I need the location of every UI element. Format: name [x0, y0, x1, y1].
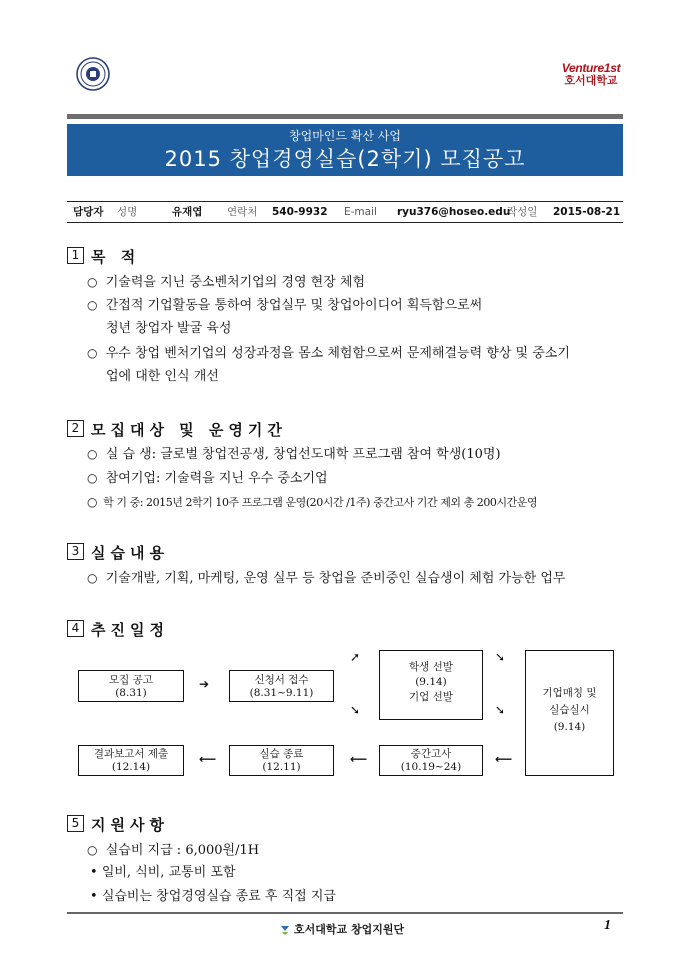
schedule-step-recruit: 모집 공고 (8.31) [78, 670, 184, 702]
footer-rule [67, 912, 623, 914]
schedule-step-end: 실습 종료 (12.11) [229, 745, 334, 776]
list-item: • 일비, 식비, 교통비 포함 [90, 865, 236, 880]
list-item: ○ 실습비 지급 : 6,000원/1H [87, 843, 260, 858]
venture-logo [560, 62, 622, 94]
arrow-down-right-icon: ➘ [350, 703, 361, 717]
section-4-number: 4 [67, 620, 84, 637]
phone-value: 540-9932 [272, 206, 328, 218]
org-logo-icon [279, 922, 291, 934]
list-item-continued: 청년 창업자 발굴 육성 [106, 321, 232, 336]
arrow-right-icon: ➔ [199, 677, 210, 691]
section-1-title: 목 적 [91, 248, 141, 266]
title-banner [67, 124, 623, 176]
list-item: ○ 실 습 생: 글로벌 창업전공생, 창업선도대학 프로그램 참여 학생(10명) [87, 447, 501, 462]
venture-logo-line2: 호서대학교 [564, 75, 618, 87]
banner-top-rule [67, 114, 623, 119]
arrow-left-icon: ⟵ [199, 752, 217, 766]
arrow-left-icon: ⟵ [350, 752, 368, 766]
schedule-step-selection: 학생 선발 (9.14) 기업 선발 [379, 650, 483, 720]
schedule-step-matching: 기업매칭 및 실습실시 (9.14) [525, 650, 614, 776]
section-4-title: 추진일정 [91, 621, 169, 639]
section-3-number: 3 [67, 543, 84, 560]
list-item: ○ 기술개발, 기획, 마케팅, 운영 실무 등 창업을 준비중인 실습생이 체험 가능한 업무 [87, 571, 566, 586]
section-3-title: 실습내용 [91, 544, 169, 562]
schedule-step-application: 신청서 접수 (8.31~9.11) [229, 670, 334, 702]
list-item: ○ 학 기 중: 2015년 2학기 10주 프로그램 운영(20시간 /1주) 중간고사 기간 제외 총 200시간운영 [87, 495, 538, 509]
info-row [67, 201, 623, 223]
arrow-left-icon: ⟵ [495, 752, 513, 766]
email-value: ryu376@hoseo.edu [397, 206, 511, 218]
list-item: ○ 우수 창업 벤처기업의 성장과정을 몸소 체험함으로써 문제해결능력 향상 및 중소기 [87, 346, 570, 361]
schedule-step-report: 결과보고서 제출 (12.14) [78, 745, 184, 776]
name-label: 성명 [117, 206, 138, 218]
section-5-number: 5 [67, 815, 84, 832]
section-2-number: 2 [67, 420, 84, 437]
venture-logo-line1: Venture1st [561, 61, 621, 75]
date-label: 작성일 [507, 206, 538, 218]
arrow-up-right-icon: ➚ [350, 650, 361, 664]
name-value: 유재엽 [172, 206, 203, 218]
section-1-number: 1 [67, 247, 84, 264]
university-seal-icon [76, 57, 110, 91]
manager-label: 담당자 [73, 206, 104, 218]
page-title: 2015 창업경영실습(2학기) 모집공고 [164, 147, 526, 171]
date-value: 2015-08-21 [553, 206, 621, 218]
list-item: ○ 기술력을 지닌 중소벤처기업의 경영 현장 체험 [87, 275, 366, 290]
list-item: ○ 간접적 기업활동을 통하여 창업실무 및 창업아이디어 획득함으로써 [87, 298, 483, 313]
section-2-title: 모집대상 및 운영기간 [91, 421, 287, 439]
banner-subtitle: 창업마인드 확산 사업 [289, 129, 401, 143]
email-label: E-mail [344, 206, 377, 218]
schedule-step-midterm: 중간고사 (10.19~24) [379, 745, 483, 776]
list-item: • 실습비는 창업경영실습 종료 후 직접 지급 [90, 889, 336, 904]
footer-org: 호서대학교 창업지원단 [294, 923, 405, 936]
list-item: ○ 참여기업: 기술력을 지닌 우수 중소기업 [87, 471, 328, 486]
section-5-title: 지원사항 [91, 816, 169, 834]
list-item-continued: 업에 대한 인식 개선 [106, 369, 219, 384]
page-number: 1 [604, 918, 611, 933]
phone-label: 연락처 [227, 206, 258, 218]
arrow-down-right-icon: ➘ [495, 650, 506, 664]
arrow-down-right-icon: ➘ [495, 703, 506, 717]
